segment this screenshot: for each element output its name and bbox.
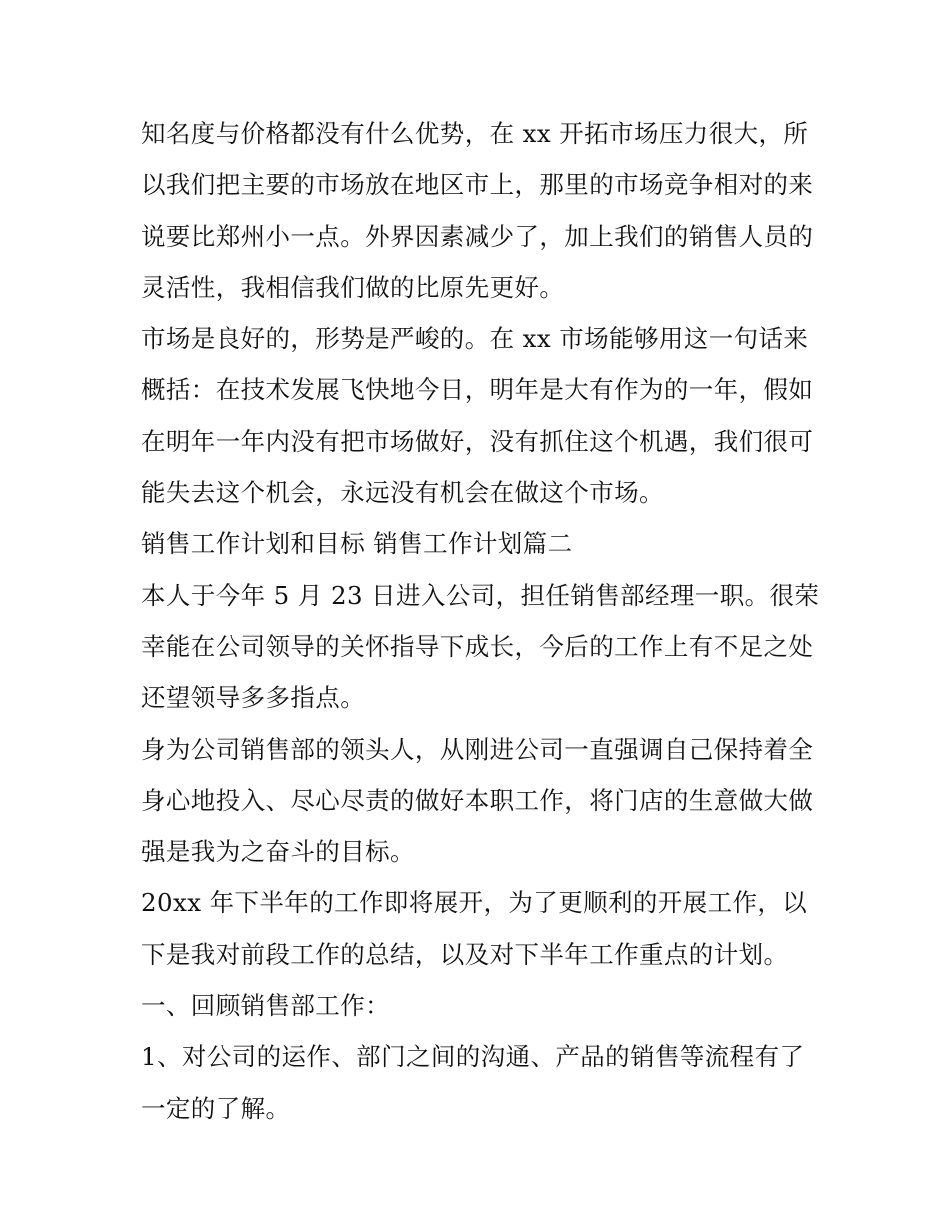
list-item-continuation: 一定的了解。 bbox=[141, 1093, 291, 1123]
text-line: 概括：在技术发展飞快地今日，明年是大有作为的一年，假如 bbox=[141, 375, 814, 405]
text-line: 下是我对前段工作的总结，以及对下半年工作重点的计划。 bbox=[141, 939, 789, 969]
text-line: 身为公司销售部的领头人，从刚进公司一直强调自己保持着全 bbox=[141, 734, 814, 764]
text-line: 还望领导多多指点。 bbox=[141, 683, 366, 713]
subsection-heading: 一、回顾销售部工作： bbox=[141, 991, 390, 1021]
text-line: 知名度与价格都没有什么优势，在 xx 开拓市场压力很大，所 bbox=[141, 119, 809, 148]
document-body bbox=[141, 108, 821, 1134]
text-line: 在明年一年内没有把市场做好，没有抓住这个机遇，我们很可 bbox=[141, 426, 814, 456]
text-line: 能失去这个机会，永远没有机会在做这个市场。 bbox=[141, 478, 664, 508]
text-line: 身心地投入、尽心尽责的做好本职工作，将门店的生意做大做 bbox=[141, 785, 814, 815]
text-line: 强是我为之奋斗的目标。 bbox=[141, 837, 415, 867]
text-line: 幸能在公司领导的关怀指导下成长，今后的工作上有不足之处 bbox=[141, 631, 814, 661]
text-line: 本人于今年 5 月 23 日进入公司，担任销售部经理一职。很荣 bbox=[141, 580, 820, 610]
text-line: 20xx 年下半年的工作即将展开，为了更顺利的开展工作，以 bbox=[141, 888, 808, 918]
text-line: 以我们把主要的市场放在地区市上，那里的市场竞争相对的来 bbox=[141, 170, 814, 200]
text-line: 说要比郑州小一点。外界因素减少了，加上我们的销售人员的 bbox=[141, 221, 814, 251]
text-line: 市场是良好的，形势是严峻的。在 xx 市场能够用这一句话来 bbox=[141, 324, 809, 354]
section-heading: 销售工作计划和目标 销售工作计划篇二 bbox=[141, 529, 573, 559]
text-line: 灵活性，我相信我们做的比原先更好。 bbox=[141, 272, 565, 302]
list-item: 1、对公司的运作、部门之间的沟通、产品的销售等流程有了 bbox=[141, 1042, 805, 1072]
